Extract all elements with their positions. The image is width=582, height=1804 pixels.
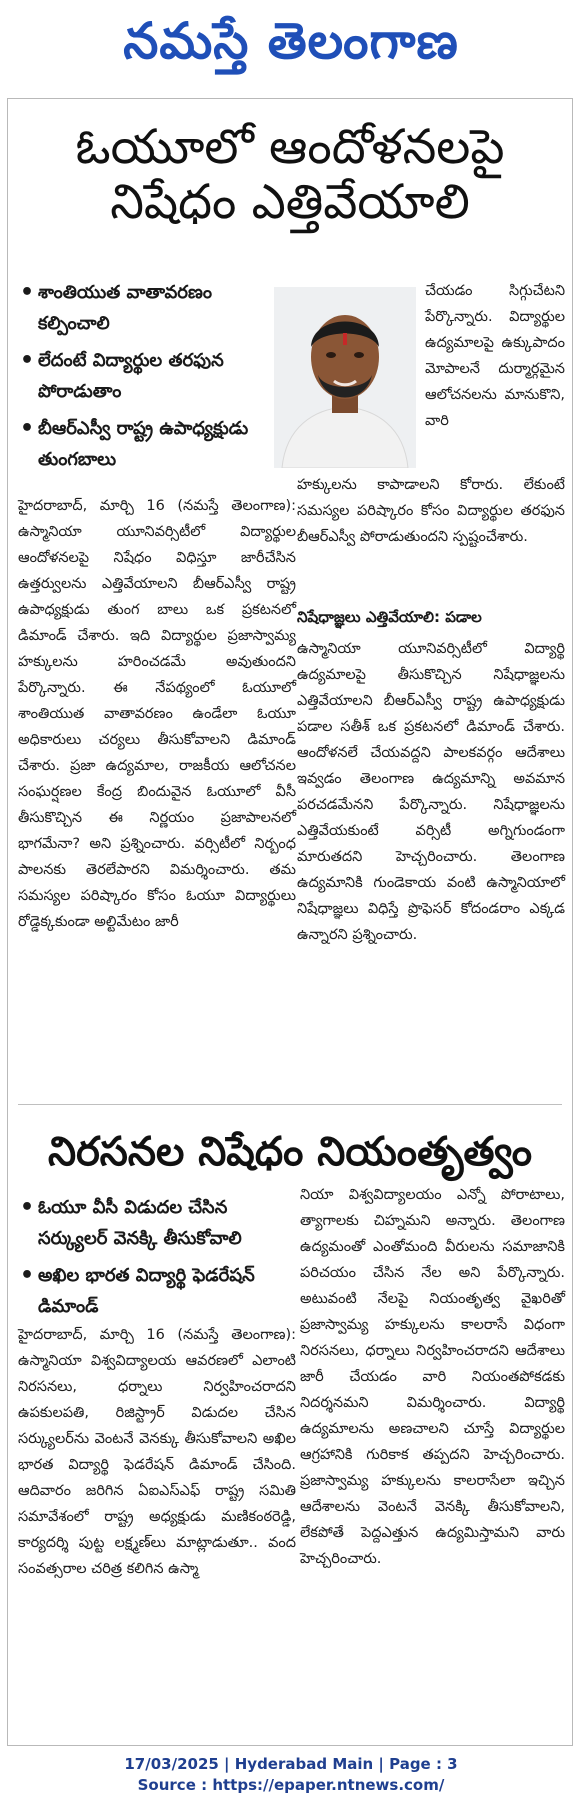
article1-headline [7,120,573,229]
article2-bullet: • అఖిల భారత విద్యార్థి ఫెడరేషన్ డిమాండ్ [18,1260,293,1322]
article1-headline-line2: నిషేధం ఎత్తివేయాలి [110,173,470,230]
article1-column-right-top: చేయడం సిగ్గుచేటని పేర్కొన్నారు. విద్యార్థుల ఉద్యమాలపై ఉక్కుపాదం మోపాలనే దుర్మార్గమైన ఆలోచనలను మానుకొని, వారి [425,283,565,429]
bullet-dot-icon: • [20,1195,35,1220]
article2-bullets [18,1192,293,1328]
bullet-dot-icon: • [20,348,35,373]
bullet-dot-icon: • [20,416,35,441]
newspaper-logo: నమస్తే తెలంగాణ [123,11,459,70]
article2-column-right: నియా విశ్వవిద్యాలయం ఎన్నో పోరాటాలు, త్యాగాలకు చిహ్నమని అన్నారు. తెలంగాణ ఉద్యమంతో ఎంతోమంది వీరులను సమాజానికి పరిచయం చేసిన నేల అని పేర్కొన్నారు. అటువంటి నేలపై నియంతృత్వ వైఖరితో ప్రజాస్వామ్య హక్కులను కాలరాసే విధంగా నిరసనలు, ధర్నాలు నిర్వహించరాదని ఆదేశాలు జారీ చేయడం వారి నియంతపోకడకు నిదర్శనమని విమర్శించారు. విద్యార్థి ఉద్యమాలను అణచాలని చూస్తే విద్యార్థుల ఆగ్రహానికి గురికాక తప్పదని హెచ్చరించారు. ప్రజాస్వామ్య హక్కులను కాలరాసేలా ఇచ్చిన ఆదేశాలను వెంటనే వెనక్కి తీసుకోవాలని, లేకపోతే పెద్దఎత్తున ఉద్యమిస్తామని వారు హెచ్చరించారు. [300,1187,565,1567]
article1-subheading: నిషేధాజ్ఞలు ఎత్తివేయాలి: పడాల [297,608,482,626]
article-divider [18,1104,562,1105]
article1-column-right-bottom: ఉస్మానియా యూనివర్సిటీలో విద్యార్థి ఉద్యమాలపై తీసుకొచ్చిన నిషేధాజ్ఞలను ఎత్తివేయాలని బీఆర్‌ఎస్వీ రాష్ట్ర ఉపాధ్యక్షుడు పడాల సతీశ్ ఒక ప్రకటనలో డిమాండ్ చేశారు. ఆందోళనలే చేయవద్దని పాలకవర్గం ఆదేశాలు ఇవ్వడం తెలంగాణ ఉద్యమాన్ని అవమాన పరచడమేనని పేర్కొన్నారు. నిషేధాజ్ఞలను ఎత్తివేయకుంటే వర్సిటీ అగ్నిగుండంగా మారుతదని హెచ్చరించారు. తెలంగాణ ఉద్యమానికి గుండెకాయ వంటి ఉస్మానియాలో నిషేధాజ్ఞలు విధిస్తే ప్రొఫెసర్ కోదండరాం ఎక్కడ ఉన్నారని ప్రశ్నించారు. [297,641,565,943]
article1-bullet: • లేదంటే విద్యార్థుల తరఫున పోరాడుతాం [18,345,276,407]
bullet-dot-icon: • [20,1263,35,1288]
masthead [0,0,582,90]
bullet-dot-icon: • [20,280,35,305]
article1-bullet: • బీఆర్‌ఎస్వీ రాష్ట్ర ఉపాధ్యక్షుడు తుంగబాలు [18,413,276,475]
person-portrait-icon [274,287,416,468]
article1-headline-line1: ఓయూలో ఆందోళనలపై [75,119,505,175]
article1-bullets [18,277,276,481]
article2-column-left: హైదరాబాద్, మార్చి 16 (నమస్తే తెలంగాణ): ఉస్మానియా విశ్వవిద్యాలయ ఆవరణలో ఎలాంటి నిరసనలు, ధర్నాలు నిర్వహించరాదని ఉపకులపతి, రిజిస్ట్రార్ విడుదల చేసిన సర్క్యులర్‌ను వెంటనే వెనక్కు తీసుకోవాలని అఖిల భారత విద్యార్థి ఫెడరేషన్ డిమాండ్ చేసింది. ఆదివారం జరిగిన ఏఐఎస్‌ఎఫ్ రాష్ట్ర సమితి సమావేశంలో రాష్ట్ర అధ్యక్షుడు మణికంఠరెడ్డి, కార్యదర్శి పుట్ట లక్ష్మణ్‌లు మాట్లాడుతూ.. వంద సంవత్సరాల చరిత్ర కలిగిన ఉస్మా [18,1327,296,1577]
person-photo [274,287,416,468]
article1-column-right-mid: హక్కులను కాపాడాలని కోరారు. లేకుంటే సమస్యల పరిష్కారం కోసం విద్యార్థుల తరఫున బీఆర్‌ఎస్వీ పోరాడుతుందని స్పష్టంచేశారు. [297,477,565,545]
article1-column-left: హైదరాబాద్, మార్చి 16 (నమస్తే తెలంగాణ): ఉస్మానియా యూనివర్సిటీలో విద్యార్థుల ఆందోళనలపై నిషేధం విధిస్తూ జారీచేసిన ఉత్తర్వులను ఎత్తివేయాలని బీఆర్‌ఎస్వీ రాష్ట్ర ఉపాధ్యక్షుడు తుంగ బాలు ఒక ప్రకటనలో డిమాండ్ చేశారు. ఇది విద్యార్థుల ప్రజాస్వామ్య హక్కులను హరించడమే అవుతుందని పేర్కొన్నారు. ఈ నేపథ్యంలో ఓయూలో శాంతియుత వాతావరణం ఉండేలా ఓయూ అధికారులు చర్యలు తీసుకోవాలని డిమాండ్ చేశారు. ప్రజా ఉద్యమాల, రాజకీయ ఆలోచనల సంఘర్షణల కేంద్ర బిందువైన ఓయూలో వీసీ తీసుకొచ్చిన ఈ నిర్ణయం ప్రజాపాలనలో భాగమేనా? అని ప్రశ్నించారు. వర్సిటీలో నిర్బంధ పాలనకు తెరలేపారని విమర్శించారు. తమ సమస్యల పరిష్కారం కోసం ఓయూ విద్యార్థులు రోడ్డెక్కకుండా అల్టిమేటం జారీ [18,498,296,930]
edition-info: 17/03/2025 | Hyderabad Main | Page : 3 [124,1755,458,1773]
article2-headline: నిరసనల నిషేధం నియంతృత్వం [47,1129,532,1175]
source-link[interactable]: Source : https://epaper.ntnews.com/ [137,1776,445,1794]
article2-bullet: • ఓయూ వీసీ విడుదల చేసిన సర్క్యులర్ వెనక్కి తీసుకోవాలి [18,1192,293,1254]
article1-bullet: • శాంతియుత వాతావరణం కల్పించాలి [18,277,276,339]
